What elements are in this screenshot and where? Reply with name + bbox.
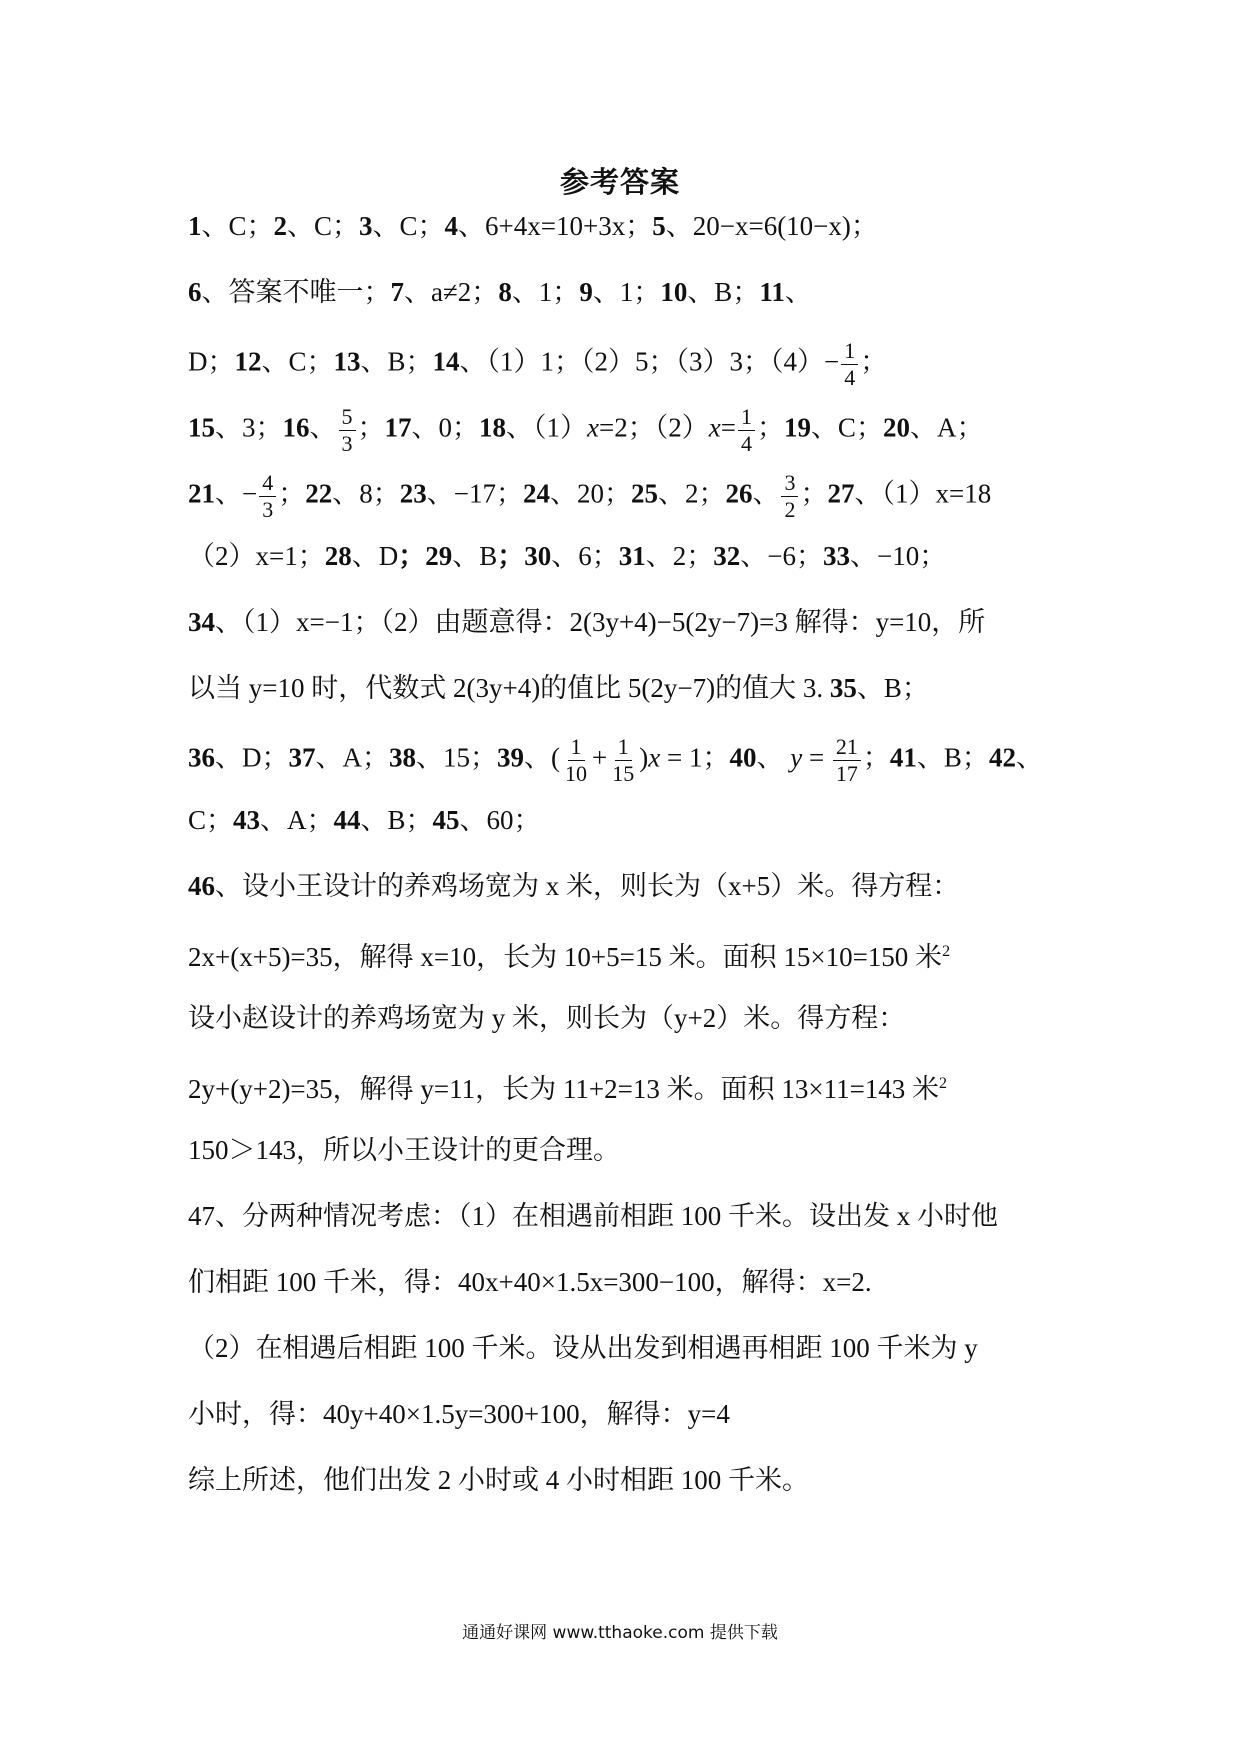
- answer-text: 、（1）1；（2）5；（3）3；（4）: [459, 346, 825, 377]
- answer-line-5: [188, 470, 1068, 523]
- answer-text: 小时，得：40y+40×1.5y=300+100，解得：y=4: [188, 1399, 730, 1429]
- q-number: 25: [630, 478, 658, 509]
- fraction-numerator: 21: [833, 734, 861, 761]
- fraction: [738, 404, 755, 457]
- answer-text: 、B；: [916, 742, 989, 773]
- fraction-denominator: 4: [740, 431, 752, 456]
- fraction: [339, 404, 356, 457]
- answer-line-4: [188, 404, 1068, 457]
- answer-text: 、2；: [657, 478, 726, 509]
- answer-text: 、: [756, 742, 791, 773]
- q-number: 16: [282, 412, 310, 443]
- answer-text: 、A；: [909, 412, 984, 443]
- answer-text: = 1: [660, 742, 703, 773]
- answer-text: （2）在相遇后相距 100 千米。设从出发到相遇再相距 100 千米为 y: [188, 1333, 978, 1363]
- fraction-numerator: 1: [568, 734, 585, 761]
- answer-text: 以当 y=10 时，代数式 2(3y+4)的值比 5(2y−7)的值大 3.: [188, 673, 830, 703]
- fraction-denominator: 4: [844, 365, 856, 390]
- page-title: 参考答案: [559, 165, 680, 199]
- answer-text: ；: [756, 412, 784, 443]
- answer-line-18: [188, 1328, 1068, 1368]
- variable: x: [587, 412, 599, 443]
- q-number: 2: [273, 211, 288, 241]
- answer-text: ；: [800, 478, 828, 509]
- answer-line-14: [188, 1064, 1068, 1109]
- answer-text: ；: [278, 478, 306, 509]
- answer-text: 47、分两种情况考虑：（1）在相遇前相距 100 千米。设出发 x 小时他: [188, 1201, 998, 1231]
- q-number: 23: [399, 478, 427, 509]
- answer-line-6: [188, 536, 1068, 576]
- q-number: 22: [305, 478, 333, 509]
- q-number: 41: [889, 742, 917, 773]
- fraction-numerator: 1: [615, 734, 632, 761]
- page-footer: 通通好课网 www.tthaoke.com 提供下载: [462, 1623, 778, 1643]
- minus-sign: −: [824, 346, 840, 377]
- q-number: 45: [432, 805, 460, 835]
- q-number: 24: [522, 478, 550, 509]
- answer-line-20: [188, 1460, 1068, 1500]
- q-number: 15: [188, 412, 215, 443]
- answer-text: 、B；: [856, 673, 929, 703]
- q-number: 21: [188, 478, 215, 509]
- answer-text: 、设小王设计的养鸡场宽为 x 米，则长为（x+5）米。得方程：: [215, 871, 960, 901]
- fraction-numerator: 1: [841, 338, 858, 365]
- fraction: [609, 734, 637, 787]
- paren-open: (: [551, 742, 560, 773]
- fraction-denominator: 2: [784, 497, 796, 522]
- equals-sign: =: [720, 412, 736, 443]
- fraction: [562, 734, 590, 787]
- answer-text: ；: [860, 346, 888, 377]
- answer-text: 、2；: [645, 541, 714, 571]
- answer-text: 、0；: [411, 412, 479, 443]
- answer-text: 、（1）x=−1；（2）由题意得：2(3y+4)−5(2y−7)=3 解得：y=10，所: [215, 607, 986, 637]
- answer-line-16: [188, 1196, 1068, 1236]
- fraction-denominator: 3: [341, 431, 353, 456]
- fraction-denominator: 15: [612, 761, 635, 786]
- answer-text: 、C；: [261, 346, 334, 377]
- answer-line-13: [188, 998, 1068, 1038]
- fraction: [841, 338, 858, 391]
- answer-text: ；: [702, 742, 730, 773]
- answer-text: =2；（2）: [598, 412, 709, 443]
- answer-text: 、20；: [549, 478, 631, 509]
- answer-text: 、答案不唯一；: [201, 277, 391, 307]
- answer-text: 、: [215, 478, 242, 509]
- q-number: 18: [479, 412, 506, 443]
- answer-text: 、−10；: [849, 541, 947, 571]
- q-number: 35: [829, 673, 857, 703]
- answer-line-7: [188, 602, 1068, 642]
- q-number: 6: [188, 277, 202, 307]
- minus-sign: −: [242, 478, 258, 509]
- answer-line-11: [188, 866, 1068, 906]
- separator: ；: [497, 541, 525, 571]
- q-number: 34: [188, 607, 215, 637]
- answer-line-15: [188, 1130, 1068, 1170]
- answer-text: 、C；: [287, 211, 360, 241]
- q-number: 19: [783, 412, 811, 443]
- answer-text: 、B；: [360, 346, 433, 377]
- answer-text: 、C；: [372, 211, 445, 241]
- q-number: 28: [324, 541, 352, 571]
- q-number: 11: [759, 277, 785, 307]
- q-number: 32: [713, 541, 741, 571]
- answer-text: 、B: [452, 541, 498, 571]
- answer-line-8: [188, 668, 1068, 708]
- plus-sign: +: [592, 742, 608, 773]
- answer-text: 、8；: [332, 478, 400, 509]
- answer-text: 、A；: [315, 742, 389, 773]
- superscript: 2: [939, 1075, 948, 1092]
- q-number: 36: [188, 742, 215, 773]
- fraction-denominator: 3: [262, 497, 274, 522]
- fraction-numerator: 1: [738, 404, 755, 431]
- answer-text: 2y+(y+2)=35，解得 y=11，长为 11+2=13 米。面积 13×11=143 米: [188, 1074, 940, 1104]
- q-number: 33: [822, 541, 850, 571]
- answer-text: C；: [188, 805, 234, 835]
- answer-text: 、1；: [592, 277, 661, 307]
- equals-sign: =: [802, 742, 831, 773]
- q-number: 26: [725, 478, 753, 509]
- answer-text: 、: [309, 412, 337, 443]
- answer-text: 2x+(x+5)=35，解得 x=10，长为 10+5=15 米。面积 15×10=150 米: [188, 942, 943, 972]
- answer-text: 、D；: [215, 742, 289, 773]
- answer-text: （2）x=1；: [188, 541, 325, 571]
- answer-line-19: [188, 1394, 1068, 1434]
- answer-line-1: [188, 206, 1068, 246]
- answer-text: 、1；: [511, 277, 580, 307]
- q-number: 44: [333, 805, 361, 835]
- answer-text: 、−6；: [740, 541, 823, 571]
- superscript: 2: [942, 943, 951, 960]
- answer-line-2: [188, 272, 1068, 312]
- answer-text: 、6；: [551, 541, 619, 571]
- answer-text: 、a≠2；: [404, 277, 499, 307]
- answer-text: 、: [524, 742, 551, 773]
- answer-text: 综上所述，他们出发 2 小时或 4 小时相距 100 千米。: [188, 1465, 809, 1495]
- variable: x: [648, 742, 661, 773]
- answer-text: 、6+4x=10+3x；: [458, 211, 653, 241]
- answer-text: 、B；: [360, 805, 433, 835]
- q-number: 38: [389, 742, 416, 773]
- q-number: 12: [234, 346, 262, 377]
- q-number: 20: [882, 412, 910, 443]
- answer-text: 、: [784, 277, 812, 307]
- q-number: 1: [188, 211, 202, 241]
- answer-text: ；: [357, 412, 385, 443]
- answer-text: ；: [862, 742, 890, 773]
- answer-text: 、: [1015, 742, 1043, 773]
- q-number: 3: [359, 211, 373, 241]
- q-number: 29: [425, 541, 453, 571]
- answer-text: 、20−x=6(10−x)；: [665, 211, 878, 241]
- answer-text: 设小赵设计的养鸡场宽为 y 米，则长为（y+2）米。得方程：: [188, 1003, 906, 1033]
- answer-line-12: [188, 932, 1068, 977]
- answer-line-17: [188, 1262, 1068, 1302]
- q-number: 10: [660, 277, 688, 307]
- q-number: 4: [444, 211, 459, 241]
- fraction: [781, 470, 798, 523]
- fraction-numerator: 4: [259, 470, 276, 497]
- q-number: 9: [579, 277, 593, 307]
- answer-text: D；: [188, 346, 235, 377]
- q-number: 5: [652, 211, 666, 241]
- answer-text: 、B；: [687, 277, 760, 307]
- q-number: 40: [729, 742, 757, 773]
- answer-text: 、D: [351, 541, 399, 571]
- answer-text: 、C；: [810, 412, 883, 443]
- q-number: 8: [498, 277, 512, 307]
- fraction-numerator: 3: [781, 470, 798, 497]
- answer-line-9: [188, 734, 1068, 787]
- q-number: 7: [390, 277, 404, 307]
- answer-text: 、15；: [416, 742, 497, 773]
- q-number: 37: [288, 742, 316, 773]
- answer-text: 、3；: [215, 412, 283, 443]
- answer-text: 、60；: [459, 805, 541, 835]
- q-number: 17: [384, 412, 412, 443]
- answer-text: 、C；: [201, 211, 274, 241]
- answer-line-10: [188, 800, 1068, 840]
- answer-text: 150＞143，所以小王设计的更合理。: [188, 1135, 620, 1165]
- separator: ；: [398, 541, 426, 571]
- paren-close: ): [639, 742, 649, 773]
- q-number: 14: [432, 346, 460, 377]
- answer-text: 、（1）: [506, 412, 587, 443]
- q-number: 13: [333, 346, 361, 377]
- answer-text: 们相距 100 千米，得：40x+40×1.5x=300−100，解得：x=2.: [188, 1267, 872, 1297]
- variable: x: [708, 412, 721, 443]
- fraction-denominator: 17: [835, 761, 858, 786]
- q-number: 27: [827, 478, 855, 509]
- q-number: 30: [524, 541, 552, 571]
- q-number: 46: [188, 871, 215, 901]
- fraction-numerator: 5: [339, 404, 356, 431]
- answer-text: 、A；: [260, 805, 334, 835]
- fraction: [259, 470, 276, 523]
- q-number: 43: [233, 805, 261, 835]
- q-number: 39: [497, 742, 524, 773]
- q-number: 31: [618, 541, 646, 571]
- answer-line-3: [188, 338, 1068, 391]
- q-number: 42: [988, 742, 1016, 773]
- answer-text: 、（1）x=18: [854, 478, 992, 509]
- answer-text: 、−17；: [426, 478, 523, 509]
- fraction-denominator: 10: [565, 761, 587, 786]
- fraction: [833, 734, 861, 787]
- answer-text: 、: [752, 478, 780, 509]
- variable: y: [790, 742, 803, 773]
